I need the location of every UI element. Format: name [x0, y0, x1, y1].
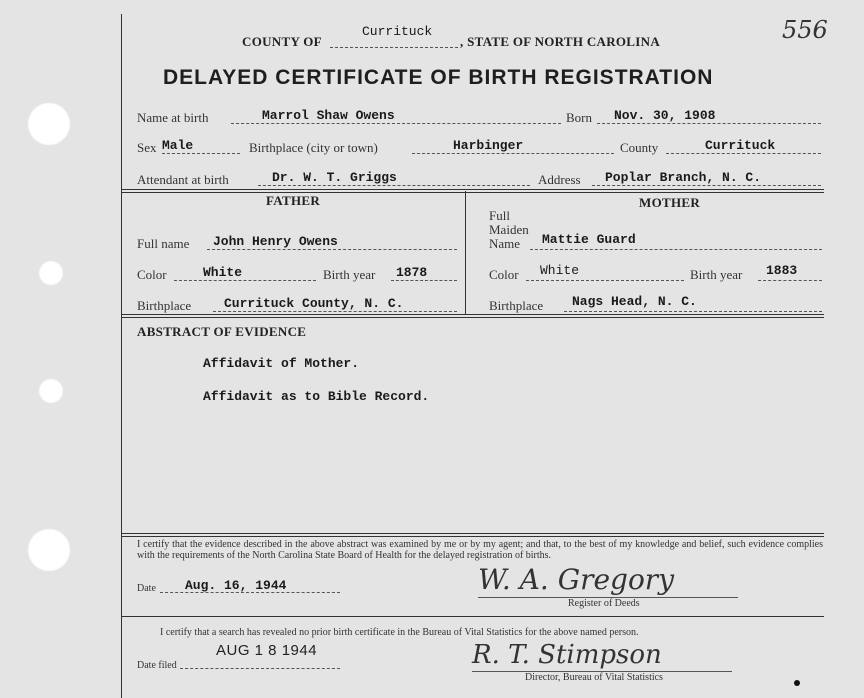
date-filed-stamp: AUG 1 8 1944	[216, 642, 318, 659]
binder-hole-1	[27, 102, 71, 146]
child-county-label: County	[620, 140, 659, 155]
parents-top-rule	[121, 189, 824, 193]
sex-label: Sex	[137, 140, 157, 155]
date-filed-label: Date filed	[137, 660, 177, 671]
mother-name-label: Name	[489, 236, 521, 251]
certification-date-value: Aug. 16, 1944	[185, 578, 287, 593]
binder-hole-2	[38, 260, 64, 286]
county-value: Currituck	[362, 24, 433, 39]
evidence-item: Affidavit as to Bible Record.	[203, 389, 430, 404]
binder-hole-3	[38, 378, 64, 404]
mother-birthplace-label: Birthplace	[489, 298, 544, 313]
county-label: COUNTY OF	[242, 34, 322, 49]
name-at-birth-value: Marrol Shaw Owens	[262, 108, 395, 123]
father-birthplace-label: Birthplace	[137, 298, 192, 313]
mother-birth-year-label: Birth year	[690, 267, 743, 282]
address-value: Poplar Branch, N. C.	[605, 170, 762, 185]
birthplace-label: Birthplace (city or town)	[249, 140, 378, 155]
child-county-value: Currituck	[705, 138, 776, 153]
binder-hole-4	[27, 528, 71, 572]
mother-birthplace-value: Nags Head, N. C.	[572, 294, 697, 309]
state-label: , STATE OF NORTH CAROLINA	[460, 34, 661, 49]
director-title: Director, Bureau of Vital Statistics	[525, 672, 663, 683]
father-birth-year-value: 1878	[396, 265, 428, 280]
mother-birth-year-value: 1883	[766, 263, 798, 278]
father-color-label: Color	[137, 267, 167, 282]
father-name-label: Full name	[137, 236, 190, 251]
certification-text: I certify that the evidence described in the above abstract was examined by me or by my agent; and that, to the best of my knowledge and belief, such evidence complies with the requirements of the North Carolina State Board of Health for the delayed registration of births.	[137, 539, 823, 561]
sex-value: Male	[162, 138, 194, 153]
father-birth-year-label: Birth year	[323, 267, 376, 282]
certification-top-rule	[121, 533, 824, 537]
certificate-title: DELAYED CERTIFICATE OF BIRTH REGISTRATION	[163, 66, 714, 89]
certification-date-label: Date	[137, 583, 156, 594]
evidence-item: Affidavit of Mother.	[203, 356, 360, 371]
ink-dot	[794, 680, 800, 686]
parents-bottom-rule	[121, 314, 824, 318]
register-title: Register of Deeds	[568, 598, 640, 609]
born-label: Born	[566, 110, 592, 125]
director-signature: R. T. Stimpson	[472, 640, 662, 670]
address-label: Address	[538, 172, 581, 187]
father-name-value: John Henry Owens	[213, 234, 338, 249]
evidence-heading: ABSTRACT OF EVIDENCE	[137, 324, 307, 339]
father-heading: FATHER	[266, 193, 321, 208]
attendant-value: Dr. W. T. Griggs	[272, 170, 397, 185]
born-value: Nov. 30, 1908	[614, 108, 716, 123]
page-number: 556	[782, 16, 828, 44]
mother-maiden-label: Maiden	[489, 222, 529, 237]
mother-color-label: Color	[489, 267, 519, 282]
left-border	[121, 14, 122, 698]
mother-color-value: White	[540, 263, 580, 278]
birthplace-value: Harbinger	[453, 138, 524, 153]
father-color-value: White	[203, 265, 243, 280]
name-at-birth-label: Name at birth	[137, 110, 209, 125]
attendant-label: Attendant at birth	[137, 172, 229, 187]
search-top-rule	[121, 616, 824, 617]
parents-divider	[465, 191, 466, 315]
search-text: I certify that a search has revealed no prior birth certificate in the Bureau of Vital Statistics for the above named person.	[160, 627, 639, 638]
father-birthplace-value: Currituck County, N. C.	[224, 296, 404, 311]
register-signature: W. A. Gregory	[478, 563, 675, 596]
mother-heading: MOTHER	[639, 195, 701, 210]
mother-full-label: Full	[489, 208, 510, 223]
mother-maiden-name-value: Mattie Guard	[542, 232, 636, 247]
